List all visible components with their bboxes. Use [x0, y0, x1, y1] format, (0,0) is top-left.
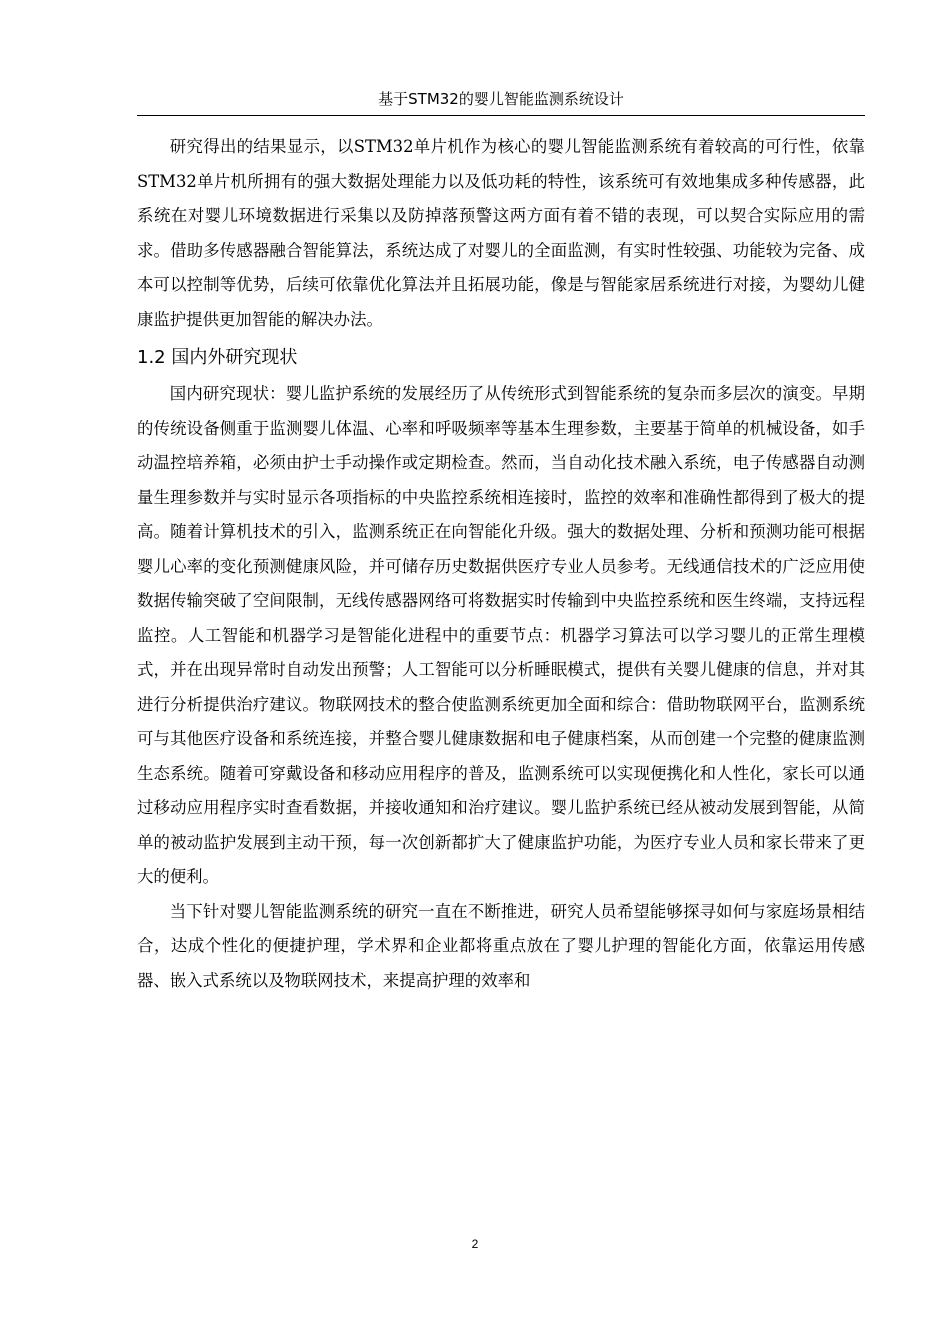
paragraph-research-results: 研究得出的结果显示，以STM32单片机作为核心的婴儿智能监测系统有着较高的可行性，依靠STM32单片机所拥有的强大数据处理能力以及低功耗的特性，该系统可有效地集成多种传感器，此系统在对婴儿环境数据进行采集以及防掉落预警这两方面有着不错的表现，可以契合实际应用的需求。借助多传感器融合智能算法，系统达成了对婴儿的全面监测，有实时性较强、功能较为完备、成本可以控制等优势，后续可依靠优化算法并且拓展功能，像是与智能家居系统进行对接，为婴幼儿健康监护提供更加智能的解决办法。	[137, 137, 865, 329]
paragraph-current-research: 当下针对婴儿智能监测系统的研究一直在不断推进，研究人员希望能够探寻如何与家庭场景相结合，达成个性化的便捷护理，学术界和企业都将重点放在了婴儿护理的智能化方面，依靠运用传感器、嵌入式系统以及物联网技术，来提高护理的效率和	[137, 901, 865, 990]
document-body	[137, 130, 865, 998]
page-number: 2	[471, 1237, 479, 1251]
header-divider	[137, 115, 865, 116]
page-header-title: 基于STM32的婴儿智能监测系统设计	[378, 90, 624, 108]
paragraph-domestic-status: 国内研究现状：婴儿监护系统的发展经历了从传统形式到智能系统的复杂而多层次的演变。早期的传统设备侧重于监测婴儿体温、心率和呼吸频率等基本生理参数，主要基于简单的机械设备，如手动温控培养箱，必须由护士手动操作或定期检查。然而，当自动化技术融入系统，电子传感器自动测量生理参数并与实时显示各项指标的中央监控系统相连接时，监控的效率和准确性都得到了极大的提高。随着计算机技术的引入，监测系统正在向智能化升级。强大的数据处理、分析和预测功能可根据婴儿心率的变化预测健康风险，并可储存历史数据供医疗专业人员参考。无线通信技术的广泛应用使数据传输突破了空间限制，无线传感器网络可将数据实时传输到中央监控系统和医生终端，支持远程监控。人工智能和机器学习是智能化进程中的重要节点：机器学习算法可以学习婴儿的正常生理模式，并在出现异常时自动发出预警；人工智能可以分析睡眠模式，提供有关婴儿健康的信息，并对其进行分析提供治疗建议。物联网技术的整合使监测系统更加全面和综合：借助物联网平台，监测系统可与其他医疗设备和系统连接，并整合婴儿健康数据和电子健康档案，从而创建一个完整的健康监测生态系统。随着可穿戴设备和移动应用程序的普及，监测系统可以实现便携化和人性化，家长可以通过移动应用程序实时查看数据，并接收通知和治疗建议。婴儿监护系统已经从被动发展到智能，从简单的被动监护发展到主动干预，每一次创新都扩大了健康监护功能，为医疗专业人员和家长带来了更大的便利。	[137, 384, 865, 886]
section-heading-domestic-research: 1.2 国内外研究现状	[137, 347, 298, 368]
